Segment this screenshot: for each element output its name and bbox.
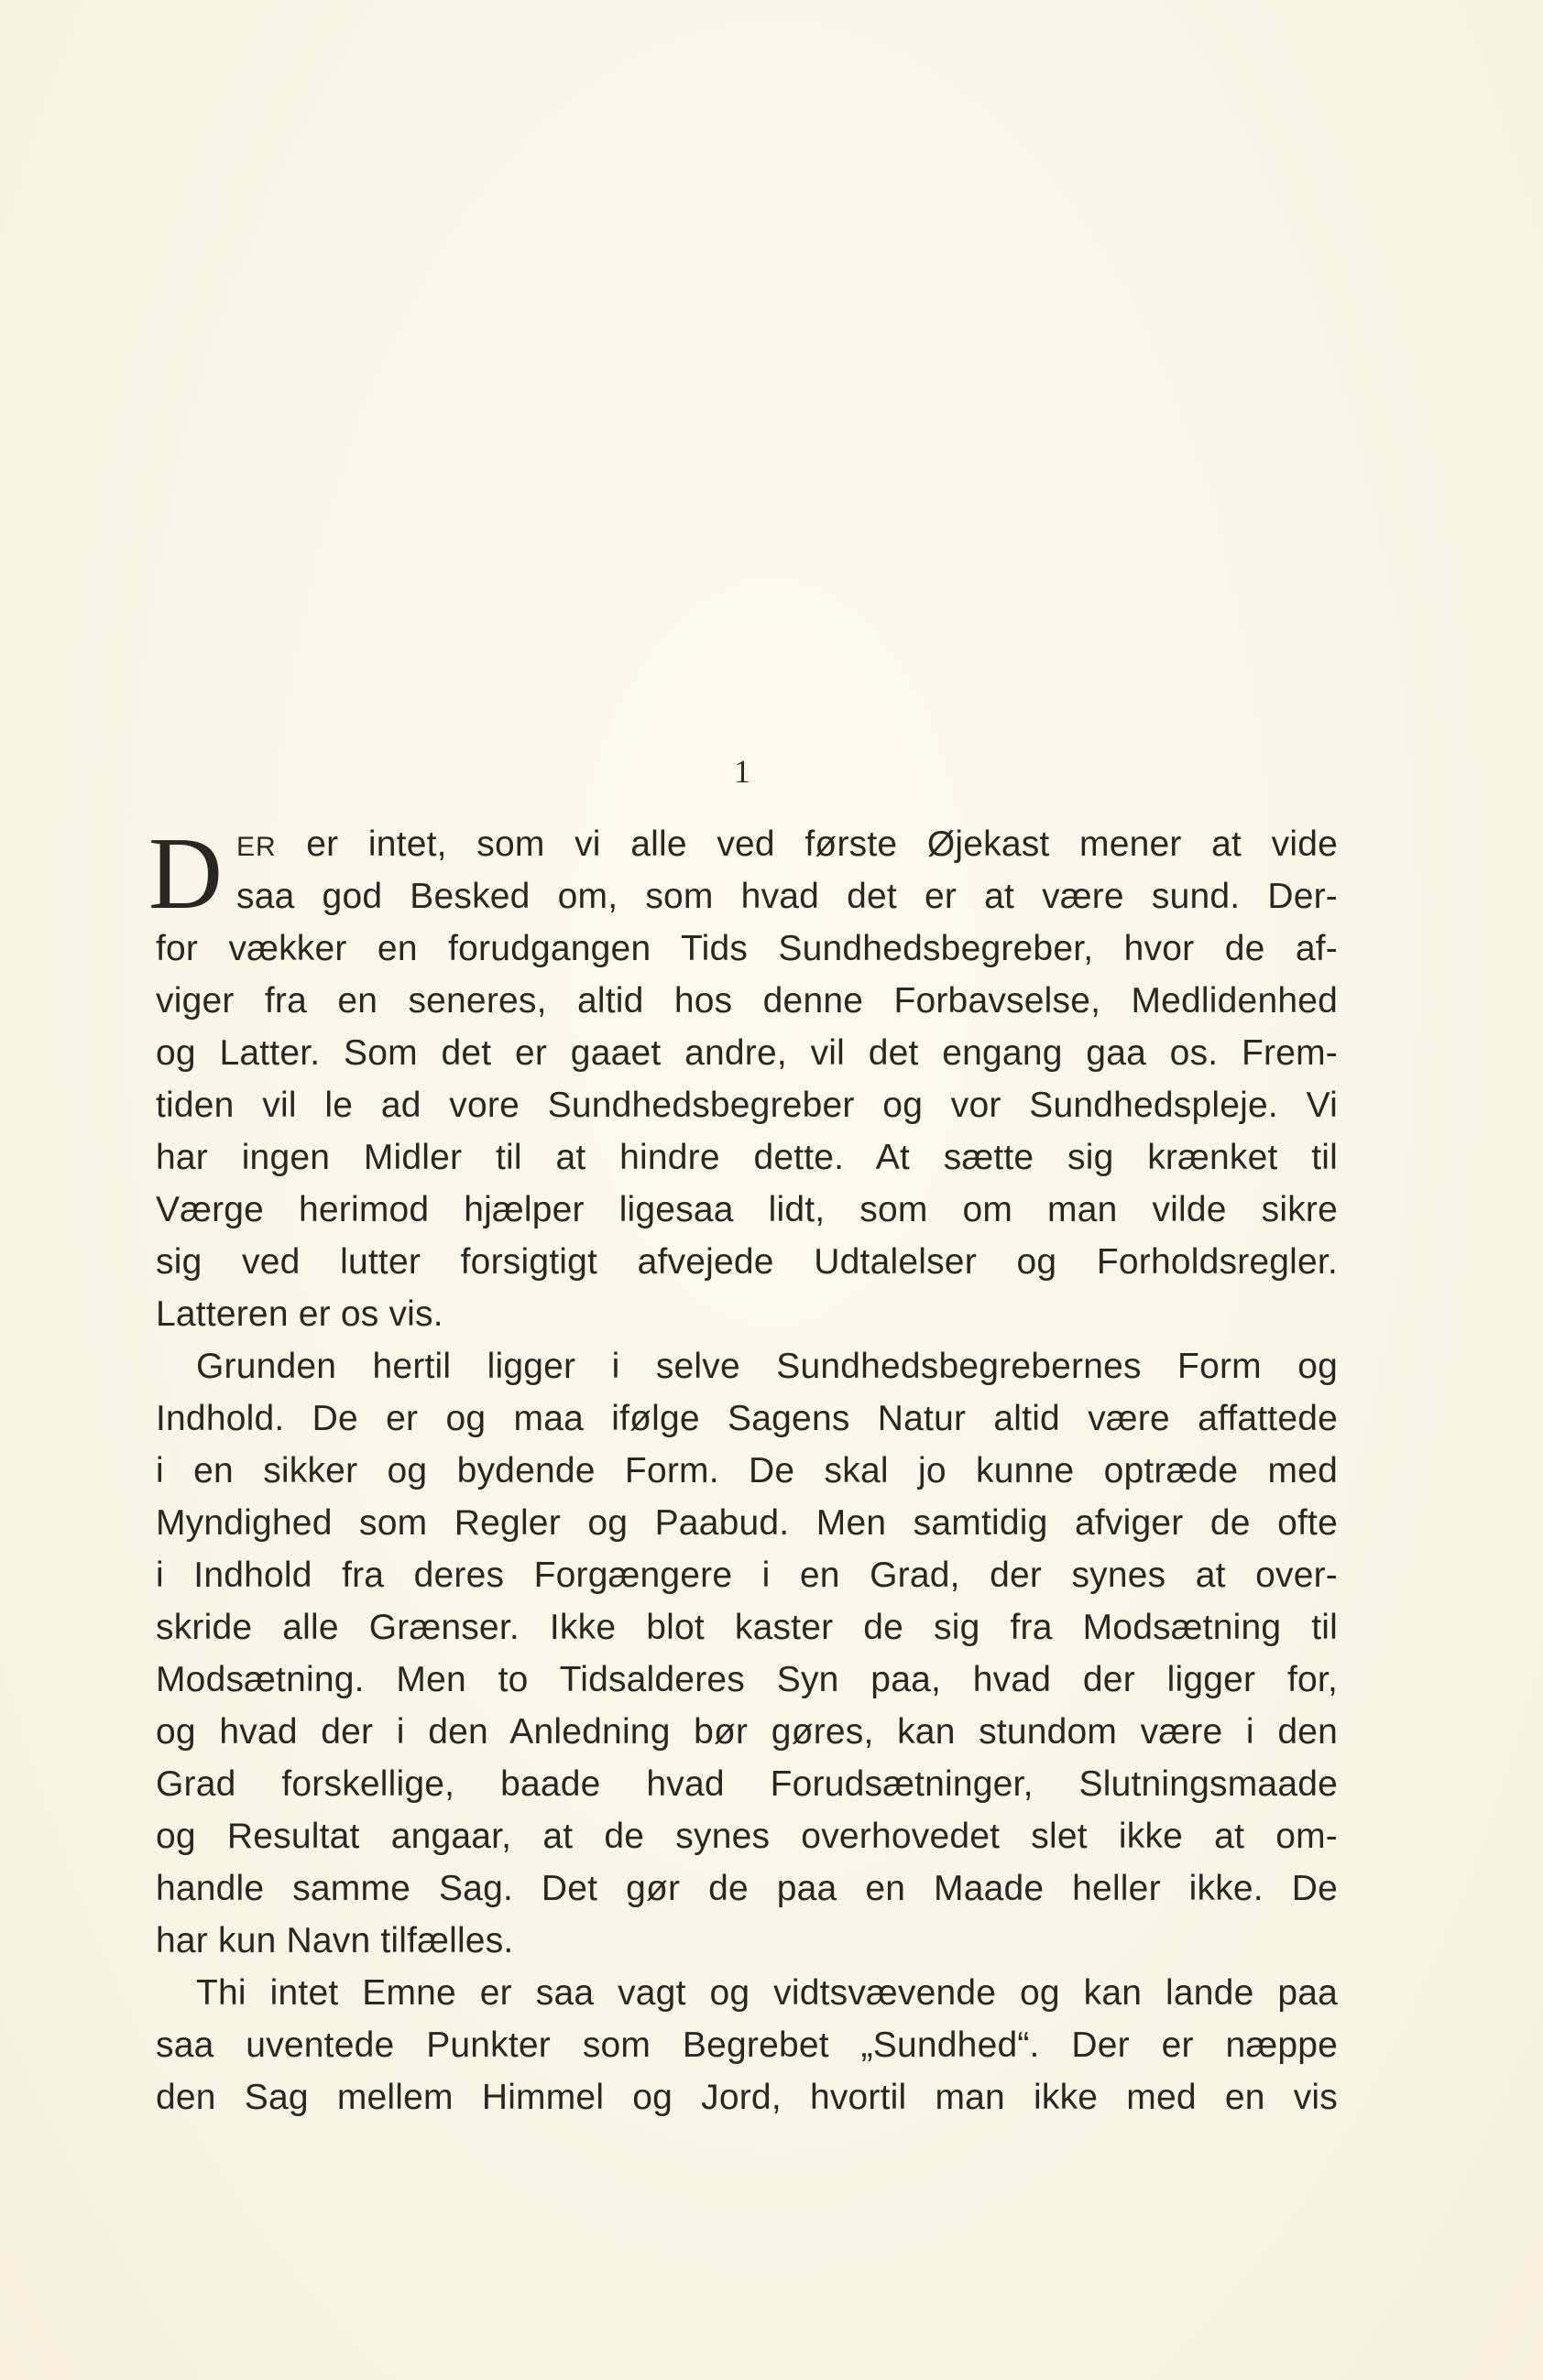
- line-text: er intet, som vi alle ved første Øjekast mener at vide: [276, 824, 1338, 864]
- drop-cap: D: [148, 817, 223, 931]
- page-number: 1: [734, 753, 750, 790]
- text-line: tiden vil le ad vore Sundhedsbegreber og vor Sundhedspleje. Vi: [156, 1086, 1338, 1125]
- text-line: Myndighed som Regler og Paabud. Men samtidig afviger de ofte: [156, 1503, 1338, 1543]
- text-line: for vækker en forudgangen Tids Sundhedsbegreber, hvor de af-: [156, 929, 1338, 968]
- text-line: i Indhold fra deres Forgængere i en Grad, der synes at over-: [156, 1556, 1338, 1595]
- text-line: [156, 818, 1338, 870]
- text-line: Grunden hertil ligger i selve Sundhedsbegrebernes Form og: [196, 1347, 1338, 1386]
- text-line: har kun Navn tilfælles.: [156, 1921, 514, 1960]
- text-line: Indhold. De er og maa ifølge Sagens Natur altid være affattede: [156, 1399, 1338, 1438]
- text-line: saa uventede Punkter som Begrebet „Sundhed“. Der er næppe: [156, 2025, 1338, 2065]
- text-line: handle samme Sag. Det gør de paa en Maade heller ikke. De: [156, 1869, 1338, 1908]
- text-line: Grad forskellige, baade hvad Forudsætninger, Slutningsmaade: [156, 1764, 1338, 1804]
- text-line: Værge herimod hjælper ligesaa lidt, som om man vilde sikre: [156, 1190, 1338, 1229]
- small-caps-lead: ER: [236, 832, 277, 862]
- text-line: skride alle Grænser. Ikke blot kaster de sig fra Modsætning til: [156, 1608, 1338, 1647]
- text-line: den Sag mellem Himmel og Jord, hvortil man ikke med en vis: [156, 2078, 1338, 2117]
- text-line: Thi intet Emne er saa vagt og vidtsvævende og kan lande paa: [196, 1973, 1338, 2013]
- text-line: i en sikker og bydende Form. De skal jo kunne optræde med: [156, 1451, 1338, 1490]
- text-line: viger fra en seneres, altid hos denne Forbavselse, Medlidenhed: [156, 981, 1338, 1021]
- text-line: Modsætning. Men to Tidsalderes Syn paa, hvad der ligger for,: [156, 1660, 1338, 1699]
- text-line: og Resultat angaar, at de synes overhovedet slet ikke at om-: [156, 1817, 1338, 1856]
- body-text: [156, 818, 1338, 2123]
- text-line: og Latter. Som det er gaaet andre, vil det engang gaa os. Frem-: [156, 1033, 1338, 1073]
- text-line: og hvad der i den Anledning bør gøres, kan stundom være i den: [156, 1712, 1338, 1752]
- text-line: Latteren er os vis.: [156, 1294, 443, 1334]
- text-line: har ingen Midler til at hindre dette. At sætte sig krænket til: [156, 1138, 1338, 1177]
- text-line: saa god Besked om, som hvad det er at være sund. Der-: [236, 877, 1338, 916]
- text-line: sig ved lutter forsigtigt afvejede Udtalelser og Forholdsregler.: [156, 1242, 1338, 1282]
